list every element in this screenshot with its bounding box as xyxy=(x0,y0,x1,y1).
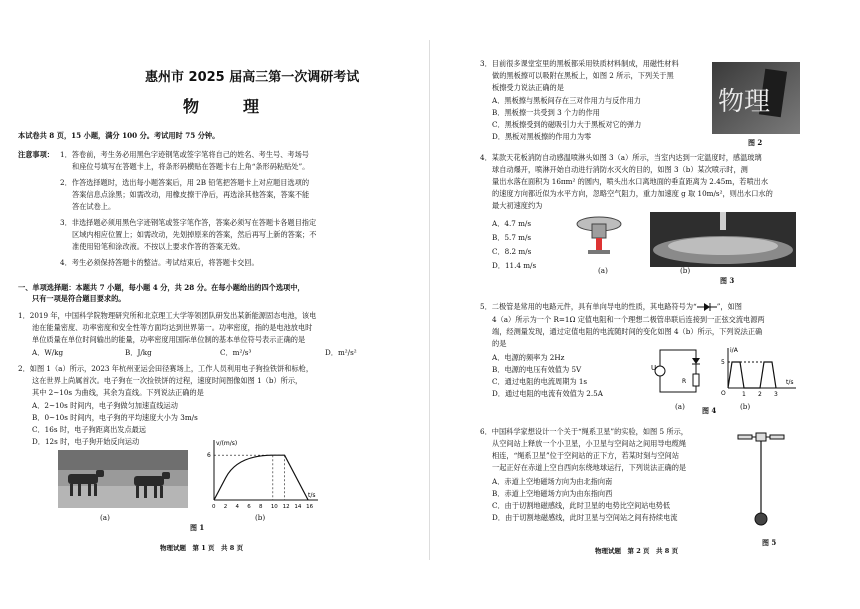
q3-line: 3．目前很多课堂室里的黑板都采用铁质材料制成，用磁性材料 xyxy=(480,59,679,68)
space-station-icon xyxy=(738,433,784,441)
q1-line: 1．2019 年，中国科学院物理研究所和北京理工大学等领团队研发出某新能源固态电池，该电 xyxy=(18,311,317,320)
x-tick-label: 12 xyxy=(282,504,290,510)
x-tick-label: 8 xyxy=(259,504,263,510)
fig1b-label: (b) xyxy=(255,513,266,522)
q4-line: 最大初速度约为 xyxy=(492,201,543,210)
ac-source-icon xyxy=(655,366,665,376)
q1-option: C．m²/s³ xyxy=(220,348,252,357)
q4-option: D．11.4 m/s xyxy=(492,261,537,270)
fig3b-label: (b) xyxy=(680,266,691,275)
water-spray-photo xyxy=(650,212,796,267)
page1-footer: 物理试题 第 1 页 共 8 页 xyxy=(160,544,244,552)
q2-option: C．16s 时，电子狗距离出发点最远 xyxy=(32,425,147,434)
q6-option: C．由于切割地磁感线，此时卫星的电势比空间站电势低 xyxy=(492,501,671,510)
note-line: 4．考生必须保持答题卡的整洁。考试结束后，将答题卡交回。 xyxy=(60,258,259,267)
q4-line: 的速度方向都近似为水平方向，忽略空气阻力，重力加速度 g 取 10m/s²，则出水口水的 xyxy=(492,189,773,198)
q5-option: A．电源的频率为 2Hz xyxy=(492,353,565,362)
q3-option: B．黑板擦一共受到 3 个力的作用 xyxy=(492,108,600,117)
q6-line: 从空间站上释放一个小卫星，小卫星与空间站之间用导电缆绳 xyxy=(492,439,687,448)
q2-line: 这在世界上尚属首次。电子狗在一次捡铁饼的过程，速度时间图像如图 1（b）所示， xyxy=(32,376,303,385)
q3-option: C．黑板擦受到的磁吸引力大于黑板对它的弹力 xyxy=(492,120,642,129)
q6-line: 6．中国科学家想设计一个关于“绳系卫星”的实验，如图 5 所示， xyxy=(480,427,688,436)
q6-option: A．赤道上空地磁场方向为由北指向南 xyxy=(492,477,613,486)
q4-option: C．8.2 m/s xyxy=(492,247,532,256)
q5-line1-pre: 5．二极管是常用的电路元件，具有单向导电的性质，其电路符号为“ xyxy=(480,302,697,311)
board-text: 物理 xyxy=(718,87,771,117)
diode-icon xyxy=(692,358,700,364)
blackboard-photo xyxy=(712,62,800,134)
note-line: 1．答卷前，考生务必用黑色字迹钢笔或签字笔将自己的姓名、考生号、考场号 xyxy=(60,150,309,159)
section1-heading: 一、单项选择题：本题共 7 小题，每小题 4 分，共 28 分。在每小题给出的四个选项中， xyxy=(18,283,305,292)
q4-line: 球自动爆开，喷淋开始自动进行消防水灭火的目的，如图 3（b）某次喷示时，测 xyxy=(492,165,748,174)
q3-option: D．黑板对黑板擦的作用力为零 xyxy=(492,132,592,141)
q2-option: B．0~10s 时间内，电子狗的平均速度大小为 3m/s xyxy=(32,413,198,422)
satellite-icon xyxy=(755,513,767,525)
q1-line: 单位质量在单位时间输出的能量，功率密度用国际单位制的基本单位符号表示正确的是 xyxy=(32,335,306,344)
q6-line: 一起正好在赤道上空自西向东绕地球运行，下列说法正确的是 xyxy=(492,463,687,472)
notes-label: 注意事项： xyxy=(18,150,54,159)
resistor-icon xyxy=(693,374,699,386)
fig3a-label: (a) xyxy=(598,266,608,275)
q1-option: B．J/kg xyxy=(125,348,152,357)
q5-line: 4（a）所示为一个 R=1Ω 定值电阻和一个理想二极管串联后连接到一正弦交流电源两 xyxy=(492,315,765,324)
q5-option: C．通过电阻的电流周期为 1s xyxy=(492,377,588,386)
q5-option: D．通过电阻的电流有效值为 2.5A xyxy=(492,389,603,398)
circuit-r-label: R xyxy=(682,378,687,385)
q5-option: B．电源的电压有效值为 5V xyxy=(492,365,582,374)
q3-option: A．黑板擦与黑板间存在三对作用力与反作用力 xyxy=(492,96,641,105)
note-line: 区域内相应位置上；如需改动，先划掉原来的答案，然后再写上新的答案；不 xyxy=(72,230,317,239)
x-tick-label: 2 xyxy=(223,504,228,510)
q3-line: 做的黑板擦可以吸附在黑板上，如图 2 所示，下列关于黑 xyxy=(492,71,674,80)
fig3-caption: 图 3 xyxy=(720,276,735,285)
q1-line: 池在能量密度、功率密度和安全性等方面均达到世界第一。功率密度，指的是电池放电时 xyxy=(32,323,313,332)
sprinkler-head-photo xyxy=(570,212,628,264)
x-axis-label: t/s xyxy=(308,492,316,499)
x-tick-label: 10 xyxy=(270,504,278,510)
q6-line: 相连，“绳系卫星”位于空间站的正下方，若某时刻与空间站 xyxy=(492,451,680,460)
circuit-diagram xyxy=(652,346,704,398)
fig4-caption: 图 4 xyxy=(702,406,717,415)
page-2 xyxy=(430,0,860,609)
fig1a-label: (a) xyxy=(100,513,110,522)
fig1-caption: 图 1 xyxy=(190,523,205,532)
q5-line1-post: ”，如图 xyxy=(716,302,742,311)
x-tick-label: 14 xyxy=(294,504,302,510)
q4-line: 量出水落在面积为 16πm² 的圆内，喷头出水口离地面的垂直距离为 2.45m，若喷出水 xyxy=(492,177,769,186)
exam-subject: 物 理 xyxy=(183,97,274,116)
fig2-caption: 图 2 xyxy=(748,138,763,147)
diode-symbol-icon xyxy=(697,303,717,311)
y-tick-label: 6 xyxy=(207,452,211,460)
q5-line xyxy=(480,301,742,312)
q3-line: 板擦受力说法正确的是 xyxy=(492,83,564,92)
q4-option: B．5.7 m/s xyxy=(492,233,532,242)
graph-t-label: t/s xyxy=(786,379,794,386)
page2-footer: 物理试题 第 2 页 共 8 页 xyxy=(595,547,679,555)
q2-line: 其中 2~10s 为曲线，其余为直线。下列说法正确的是 xyxy=(32,388,204,397)
q4-option: A．4.7 m/s xyxy=(492,219,532,228)
q6-option: D．由于切割地磁感线，此时卫星与空间站之间有持续电流 xyxy=(492,513,678,522)
q2-option: A．2~10s 时间内，电子狗做匀加速直线运动 xyxy=(32,401,178,410)
note-line: 3．非选择题必须用黑色字迹钢笔或签字笔作答，答案必须写在答题卡各题目指定 xyxy=(60,218,317,227)
current-time-graph xyxy=(720,344,800,400)
velocity-time-chart xyxy=(200,436,325,516)
exam-title: 惠州市 2025 届高三第一次调研考试 xyxy=(145,70,360,85)
circuit-u-label: U xyxy=(651,364,657,372)
q1-option: D．m²/s² xyxy=(325,348,357,357)
glass-bulb-icon xyxy=(596,238,602,250)
note-line: 和座位号填写在答题卡上，将条形码横贴在答题卡右上角“条形码粘贴处”。 xyxy=(72,162,310,171)
x-tick-label: 16 xyxy=(306,504,314,510)
q6-option: B．赤道上空地磁场方向为由东指向西 xyxy=(492,489,613,498)
graph-tick: 1 xyxy=(742,391,746,398)
x-tick-label: 0 xyxy=(212,504,216,510)
note-line: 2．作答选择题时，选出每小题答案后，用 2B 铅笔把答题卡上对应题目选项的 xyxy=(60,178,310,187)
robot-dog-photo xyxy=(58,450,188,508)
x-tick-label: 6 xyxy=(247,504,251,510)
q5-line: 的是 xyxy=(492,339,507,348)
q4-line: 4．某款天花板消防自动感温喷淋头如图 3（a）所示，当室内达到一定温度时，感温玻璃 xyxy=(480,153,762,162)
section1-heading: 只有一项是符合题目要求的。 xyxy=(32,294,126,303)
tethered-satellite-figure xyxy=(730,425,792,533)
fig4a-label: (a) xyxy=(675,402,685,411)
fig4b-label: (b) xyxy=(740,402,751,411)
graph-tick: 2 xyxy=(758,391,762,398)
graph-tick: 3 xyxy=(774,391,778,398)
exam-info: 本试卷共 8 页，15 小题，满分 100 分。考试用时 75 分钟。 xyxy=(18,131,220,140)
y-axis-label: v/(m/s) xyxy=(216,440,238,447)
note-line: 准使用铅笔和涂改液。不按以上要求作答的答案无效。 xyxy=(72,242,245,251)
graph-origin-label: O xyxy=(721,390,726,397)
velocity-series-line xyxy=(214,455,308,500)
q2-line: 2．如图 1（a）所示，2023 年杭州亚运会田径赛场上，工作人员利用电子狗捡铁饼和标枪， xyxy=(18,364,314,373)
note-line: 答在试卷上。 xyxy=(72,202,116,211)
q2-option: D．12s 时，电子狗开始反向运动 xyxy=(32,437,140,446)
q1-option: A．W/kg xyxy=(32,348,64,357)
graph-y-label: i/A xyxy=(730,347,738,354)
note-line: 答案信息点涂黑；如需改动，用橡皮擦干净后，再选涂其他答案，答案不能 xyxy=(72,190,310,199)
x-tick-label: 4 xyxy=(235,504,240,510)
q5-line: 端，经测量发现，通过定值电阻的电流随时间的变化如图 4（b）所示，下列说法正确 xyxy=(492,327,763,336)
fig5-caption: 图 5 xyxy=(762,538,777,547)
graph-max-label: 5 xyxy=(721,359,725,366)
